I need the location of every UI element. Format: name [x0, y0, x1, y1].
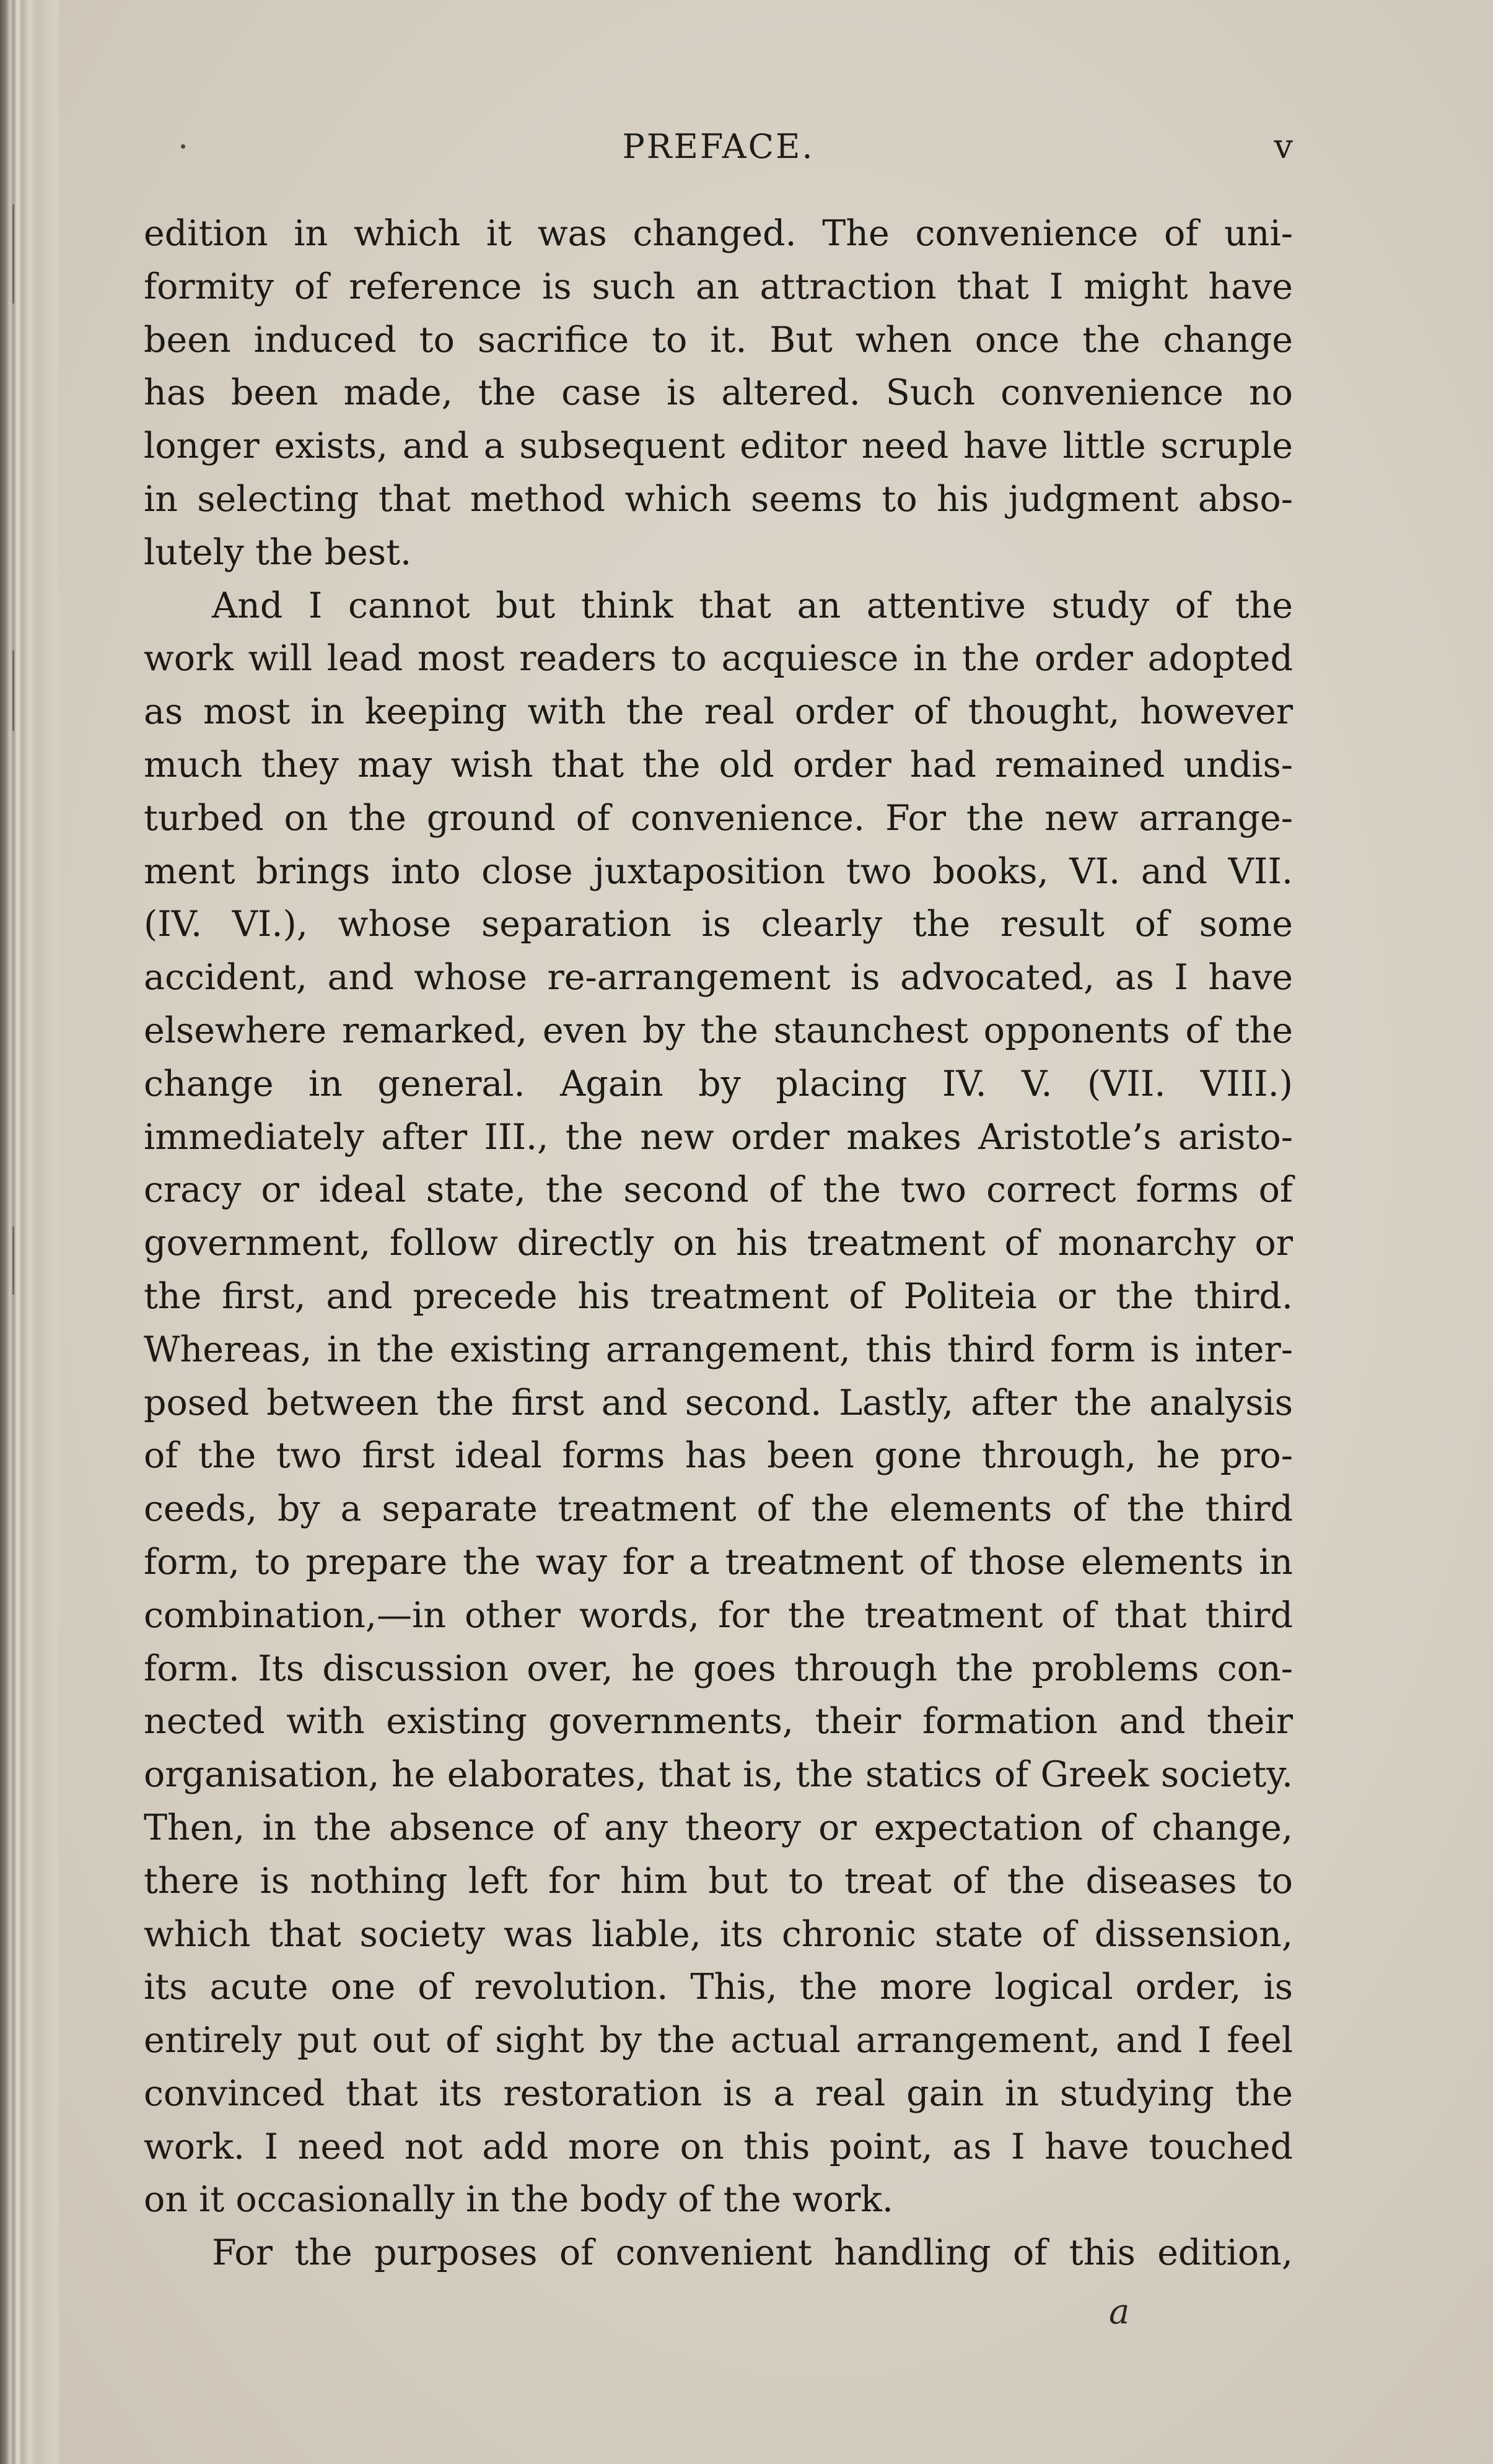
text-line: convinced that its restoration is a real gain in studying the [144, 2073, 1293, 2114]
text-line: the first, and precede his treatment of Politeia or the third. [144, 1275, 1293, 1317]
text-line: nected with existing governments, their formation and their [144, 1701, 1293, 1742]
text-line: has been made, the case is altered. Such convenience no [144, 372, 1293, 414]
text-line: government, follow directly on his treatment of monarchy or [144, 1223, 1293, 1264]
text-line: And I cannot but think that an attentive study of the [212, 585, 1293, 626]
gutter-mark [12, 204, 14, 304]
text-line: ment brings into close juxtaposition two books, VI. and VII. [144, 850, 1293, 892]
text-line: accident, and whose re-arrangement is advocated, as I have [144, 957, 1293, 998]
text-line: posed between the first and second. Lastly, after the analysis [144, 1382, 1293, 1423]
text-line: form, to prepare the way for a treatment of those elements in [144, 1541, 1293, 1583]
text-line: on it occasionally in the body of the work. [144, 2179, 893, 2221]
body-text [144, 208, 1293, 2280]
text-line: cracy or ideal state, the second of the two correct forms of [144, 1169, 1293, 1211]
text-line: (IV. VI.), whose separation is clearly the result of some [144, 904, 1293, 945]
text-line: organisation, he elaborates, that is, the statics of Greek society. [144, 1754, 1293, 1796]
page-number: v [1274, 127, 1293, 166]
text-line: much they may wish that the old order had remained undis- [144, 744, 1293, 785]
text-line: lutely the best. [144, 531, 412, 573]
signature-mark: a [1109, 2292, 1130, 2332]
text-line: form. Its discussion over, he goes through the problems con- [144, 1648, 1293, 1689]
text-line: work will lead most readers to acquiesce in the order adopted [144, 638, 1293, 679]
text-line: ceeds, by a separate treatment of the elements of the third [144, 1488, 1293, 1530]
text-line: work. I need not add more on this point, as I have touched [144, 2126, 1293, 2167]
text-line: Then, in the absence of any theory or expectation of change, [144, 1807, 1293, 1848]
text-line: combination,—in other words, for the treatment of that third [144, 1594, 1293, 1636]
text-line: change in general. Again by placing IV. V. (VII. VIII.) [144, 1063, 1293, 1104]
page-gutter [0, 0, 59, 2464]
gutter-mark [12, 650, 14, 731]
gutter-mark [12, 1226, 14, 1295]
text-line: of the two first ideal forms has been gone through, he pro- [144, 1435, 1293, 1477]
text-line: immediately after III., the new order makes Aristotle’s aristo- [144, 1116, 1293, 1158]
text-line: which that society was liable, its chronic state of dissension, [144, 1913, 1293, 1955]
text-line: its acute one of revolution. This, the more logical order, is [144, 1967, 1293, 2008]
text-line: longer exists, and a subsequent editor need have little scruple [144, 426, 1293, 467]
text-line: been induced to sacrifice to it. But when once the change [144, 319, 1293, 360]
text-line: as most in keeping with the real order of thought, however [144, 691, 1293, 733]
page-header [144, 127, 1293, 170]
text-line: For the purposes of convenient handling of this edition, [212, 2232, 1293, 2274]
text-line: Whereas, in the existing arrangement, this third form is inter- [144, 1329, 1293, 1370]
text-line: turbed on the ground of convenience. For the new arrange- [144, 797, 1293, 839]
running-head: PREFACE. [622, 127, 815, 166]
text-line: in selecting that method which seems to his judgment abso- [144, 478, 1293, 520]
text-line: edition in which it was changed. The convenience of uni- [144, 213, 1293, 254]
text-line: formity of reference is such an attraction that I might have [144, 266, 1293, 307]
text-line: entirely put out of sight by the actual arrangement, and I feel [144, 2020, 1293, 2061]
text-line: there is nothing left for him but to treat of the diseases to [144, 1860, 1293, 1902]
text-line: elsewhere remarked, even by the staunchest opponents of the [144, 1010, 1293, 1051]
